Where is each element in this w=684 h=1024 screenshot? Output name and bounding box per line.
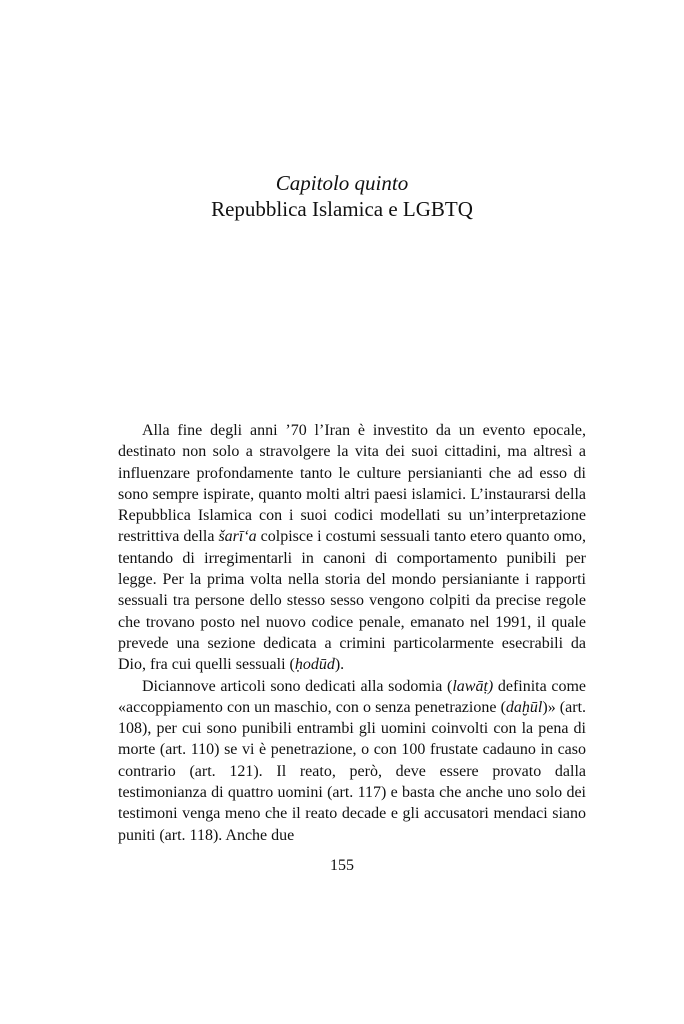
chapter-heading: [0, 170, 684, 222]
italic-term-sharia: šarī‘a: [218, 528, 257, 546]
text-segment: Diciannove articoli sono dedicati alla sodomia (: [142, 677, 453, 695]
body-text: [118, 420, 586, 846]
paragraph-1: [118, 420, 586, 676]
italic-term-dahul: daḫūl: [505, 698, 543, 716]
italic-term-lawat: lawāṭ): [452, 677, 494, 695]
chapter-label: Capitolo quinto: [275, 171, 409, 195]
page-number: 155: [330, 857, 354, 874]
italic-term-hodud: ḥodūd: [294, 656, 335, 674]
text-segment: colpisce i costumi sessuali tanto etero quanto omo, tentando di irregimentarli in canoni di comportamento punibili per legge. Per la prima volta nella storia del mondo persianiante i rapporti sessuali tra persone dello stesso sesso vengono colpiti da precise regole che trovano posto nel nuovo codice penale, emanato nel 1991, il quale prevede una sezione dedicata a crimini particolarmente esecrabili da Dio, fra cui quelli sessuali (: [118, 528, 587, 674]
text-segment: Alla fine degli anni ’70 l’Iran è investito da un evento epocale, destinato non solo a stravolgere la vita dei suoi cittadini, ma altresì a influenzare profondamente tanto le culture persianianti che ad esso di sono sempre ispirate, quanto molti altri paesi islamici. L’instaurarsi della Repubblica Islamica con i suoi codici modellati su un’interpretazione restrittiva della: [118, 422, 586, 546]
chapter-title: Repubblica Islamica e LGBTQ: [211, 197, 473, 221]
text-segment: ).: [334, 656, 345, 674]
paragraph-2: [118, 676, 586, 846]
text-segment: definita come «accoppiamento con un maschio, con o senza penetrazione (: [118, 677, 587, 716]
text-segment: )» (art. 108), per cui sono punibili entrambi gli uomini coinvolti con la pena di morte (art. 110) se vi è penetrazione, o con 100 frustate cadauno in caso contrario (art. 121). Il reato, però, deve essere provato dalla testimonianza di quattro uomini (art. 117) e basta che anche uno solo dei testimoni venga meno che il reato decade e gli accusatori mendaci siano puniti (art. 118). Anche due: [118, 698, 587, 844]
